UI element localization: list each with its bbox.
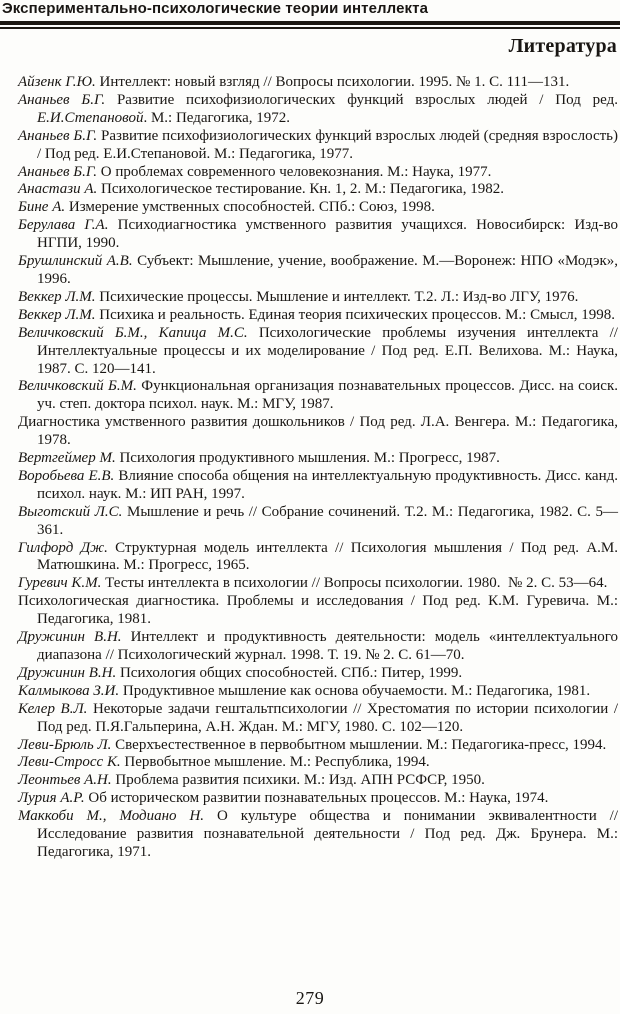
entry-text: Развитие психофизиологических функций взрослых людей (средняя взрослость) / Под ред. Е.И.Степановой. М.: Педагогика, 1977. bbox=[37, 127, 618, 162]
header-rule-thick bbox=[0, 21, 620, 25]
bibliography-entry bbox=[18, 736, 618, 755]
bibliography-entry bbox=[18, 217, 618, 253]
running-head: Экспериментально-психологические теории интеллекта bbox=[2, 0, 429, 17]
entry-text: . М.: Педагогика, 1972. bbox=[143, 109, 290, 126]
entry-text: Диагностика умственного развития дошкольников / Под ред. Л.А. Венгера. М.: Педагогика, 1978. bbox=[18, 414, 618, 449]
entry-author: Келер В.Л. bbox=[18, 700, 88, 717]
bibliography-entry bbox=[18, 324, 618, 379]
bibliography-entry bbox=[18, 682, 618, 701]
bibliography-entry bbox=[18, 629, 618, 665]
entry-text: Психологические проблемы изучения интеллекта // Интеллектуальные процессы и их моделирование / Под ред. Е.П. Велихова. М.: Наука, 1987. С. 120—141. bbox=[37, 324, 618, 377]
entry-text: Субъект: Мышление, учение, воображение. М.—Воронеж: НПО «Модэк», 1996. bbox=[37, 253, 618, 287]
entry-author: Величковский Б.М. bbox=[18, 378, 137, 395]
entry-author: Маккоби М., Модиано Н. bbox=[18, 808, 205, 825]
entry-author: Веккер Л.М. bbox=[18, 288, 96, 305]
bibliography-entry bbox=[18, 754, 618, 772]
entry-author: Гилфорд Дж. bbox=[18, 539, 108, 556]
bibliography-list bbox=[0, 74, 620, 862]
entry-text: Структурная модель интеллекта // Психология мышления / Под ред. А.М. Матюшкина. М.: Прогресс, 1965. bbox=[37, 539, 618, 574]
entry-text: Проблема развития психики. М.: Изд. АПН РСФСР, 1950. bbox=[111, 772, 485, 789]
entry-author: Леви-Стросс К. bbox=[18, 754, 121, 771]
entry-author: Леви-Брюль Л. bbox=[18, 736, 112, 753]
entry-text: Об историческом развитии познавательных процессов. М.: Наука, 1974. bbox=[84, 790, 549, 807]
entry-author: Выготский Л.С. bbox=[18, 503, 123, 520]
bibliography-entry bbox=[18, 306, 618, 325]
entry-author: Леонтьев А.Н. bbox=[18, 772, 112, 789]
entry-text: Функциональная организация познавательных процессов. Дисс. на соиск. уч. степ. доктора психол. наук. М.: МГУ, 1987. bbox=[37, 378, 618, 413]
section-title: Литература bbox=[508, 35, 617, 57]
entry-text: Интеллект и продуктивность деятельности: модель «интеллектуального диапазона // Психологический журнал. 1998. Т. 19. № 2. С. 61—70. bbox=[37, 629, 618, 663]
entry-text: Продуктивное мышление как основа обучаемости. М.: Педагогика, 1981. bbox=[119, 682, 591, 699]
bibliography-entry bbox=[18, 127, 618, 164]
bibliography-entry bbox=[18, 450, 618, 468]
page-number: 279 bbox=[295, 988, 325, 1008]
bibliography-entry bbox=[18, 199, 618, 217]
entry-author: Айзенк Г.Ю. bbox=[18, 74, 96, 90]
entry-text: Мышление и речь // Собрание сочинений. Т.2. М.: Педагогика, 1982. С. 5—361. bbox=[37, 503, 618, 538]
bibliography-entry bbox=[18, 772, 618, 790]
entry-text: Психология продуктивного мышления. М.: Прогресс, 1987. bbox=[115, 450, 500, 467]
entry-author: Ананьев Б.Г. bbox=[18, 91, 106, 108]
entry-text: Сверхъестественное в первобытном мышлении. М.: Педагогика-пресс, 1994. bbox=[111, 736, 607, 753]
entry-author: Лурия А.Р. bbox=[18, 790, 85, 807]
entry-text: О проблемах современного человекознания. М.: Наука, 1977. bbox=[97, 163, 492, 180]
entry-text: Тесты интеллекта в психологии // Вопросы психологии. 1980. № 2. С. 53—64. bbox=[101, 575, 608, 592]
entry-author: Ананьев Б.Г. bbox=[18, 163, 98, 180]
entry-text: Психодиагностика умственного развития учащихся. Новосибирск: Изд-во НГПИ, 1990. bbox=[37, 217, 618, 252]
entry-author: Е.И.Степановой bbox=[37, 109, 144, 126]
entry-author: Берулава Г.А. bbox=[18, 217, 109, 234]
bibliography-entry bbox=[18, 790, 618, 808]
bibliography-entry bbox=[18, 378, 618, 414]
bibliography-entry bbox=[18, 808, 618, 862]
entry-text: Психика и реальность. Единая теория психических процессов. М.: Смысл, 1998. bbox=[95, 306, 616, 323]
entry-author: Бине А. bbox=[18, 199, 66, 216]
bibliography-entry bbox=[18, 253, 618, 289]
bibliography-entry bbox=[18, 503, 618, 540]
entry-author: Анастази А. bbox=[18, 181, 98, 198]
entry-text: Развитие психофизиологических функций взрослых людей / Под ред. bbox=[105, 91, 619, 108]
entry-text: О культуре общества и понимании эквивалентности // Исследование развития познавательной деятельности / Под ред. Дж. Брунера. М.: Педагогика, 1971. bbox=[37, 808, 618, 860]
entry-text: Психологическая диагностика. Проблемы и исследования / Под ред. К.М. Гуревича. М.: Педагогика, 1981. bbox=[18, 593, 618, 628]
bibliography-entry bbox=[18, 593, 618, 629]
bibliography-entry bbox=[18, 414, 618, 450]
entry-text: Психические процессы. Мышление и интеллект. Т.2. Л.: Изд-во ЛГУ, 1976. bbox=[95, 288, 579, 305]
entry-author: Ананьев Б.Г. bbox=[18, 127, 98, 144]
bibliography-entry bbox=[18, 575, 618, 593]
bibliography-entry bbox=[18, 539, 618, 576]
entry-text: Интеллект: новый взгляд // Вопросы психологии. 1995. № 1. С. 111—131. bbox=[95, 74, 570, 90]
entry-author: Величковский Б.М., Капица М.С. bbox=[18, 324, 248, 341]
entry-author: Веккер Л.М. bbox=[18, 306, 96, 323]
entry-text: Психология общих способностей. СПб.: Питер, 1999. bbox=[116, 664, 463, 681]
entry-text: Некоторые задачи гештальтпсихологии // Хрестоматия по истории психологии / Под ред. П.Я.Гальперина, А.Н. Ждан. М.: МГУ, 1980. С. 102—120. bbox=[37, 700, 619, 735]
header-rule-thin bbox=[0, 27, 620, 29]
entry-author: Брушлинский А.В. bbox=[18, 253, 133, 270]
entry-author: Воробьева Е.В. bbox=[18, 467, 115, 484]
bibliography-entry bbox=[18, 74, 618, 92]
bibliography-entry bbox=[18, 288, 618, 307]
bibliography-entry bbox=[18, 163, 618, 182]
bibliography-entry bbox=[18, 181, 618, 199]
entry-author: Дружинин В.Н. bbox=[18, 664, 117, 681]
entry-text: Первобытное мышление. М.: Республика, 1994. bbox=[120, 754, 430, 771]
entry-text: Влияние способа общения на интеллектуальную продуктивность. Дисс. канд. психол. наук. М.: ИП РАН, 1997. bbox=[37, 467, 619, 502]
entry-text: Измерение умственных способностей. СПб.: Союз, 1998. bbox=[65, 199, 435, 216]
entry-author: Вертгеймер М. bbox=[18, 450, 116, 467]
bibliography-entry bbox=[18, 91, 619, 128]
entry-text: Психологическое тестирование. Кн. 1, 2. М.: Педагогика, 1982. bbox=[97, 181, 504, 198]
entry-author: Гуревич К.М. bbox=[18, 575, 102, 592]
entry-author: Калмыкова З.И. bbox=[18, 682, 120, 699]
bibliography-entry bbox=[18, 664, 618, 683]
entry-author: Дружинин В.Н. bbox=[18, 629, 122, 646]
bibliography-entry bbox=[18, 467, 619, 504]
bibliography-entry bbox=[18, 700, 619, 737]
